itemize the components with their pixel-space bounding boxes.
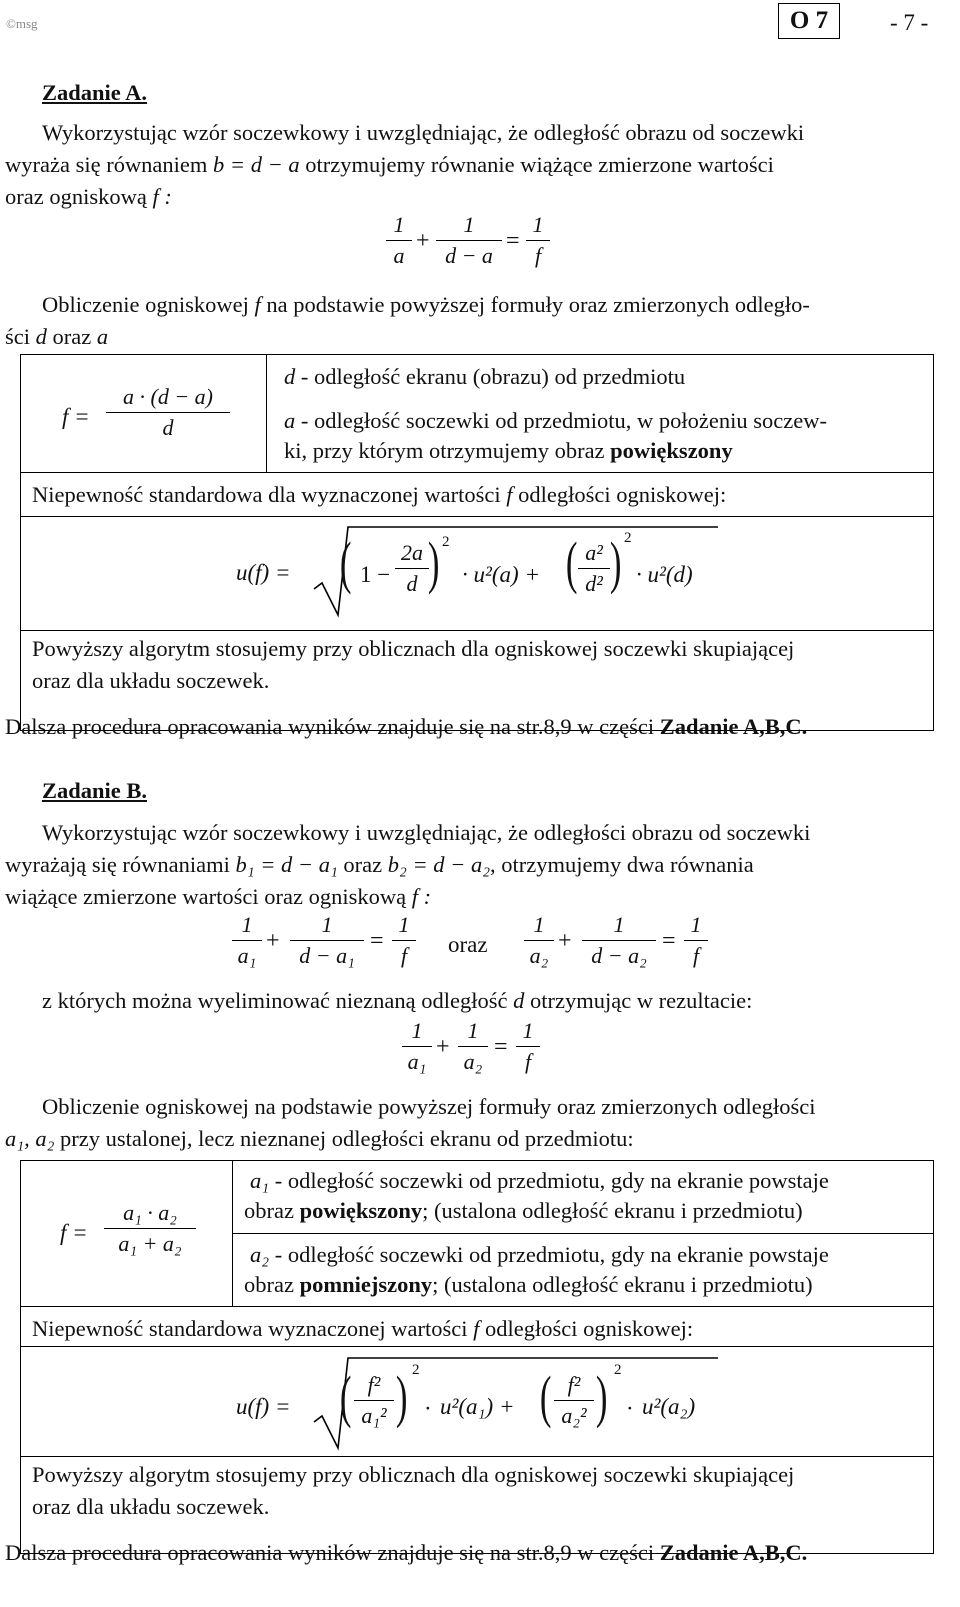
copyright-mark: ©msg [6, 16, 38, 31]
box-b-separator-1 [20, 1306, 934, 1307]
algorithm-note-a-line-2: oraz dla układu soczewek. [32, 668, 270, 693]
box-b-separator-0 [232, 1233, 934, 1234]
page-number: - 7 - [890, 10, 929, 35]
procedure-note-b: Dalsza procedura opracowania wyników znajduje się na str.8,9 w części Zadanie A,B,C. [5, 1540, 808, 1565]
zad-a-calc-line-2: ści d oraz a [5, 324, 109, 349]
uncertainty-label-b: Niepewność standardowa wyznaczonej wartości f odległości ogniskowej: [32, 1316, 694, 1341]
zad-a-intro-line-2: wyraża się równaniem b = d − a otrzymujemy równanie wiążące zmierzone wartości [5, 152, 774, 177]
a-definition-line-1: a - odległość soczewki od przedmiotu, w położeniu soczew- [284, 408, 827, 433]
a2-definition-line-1: a₂ - odległość soczewki od przedmiotu, gdy na ekranie powstaje [250, 1242, 829, 1267]
oraz-connector: oraz [448, 932, 488, 957]
zad-a-intro-line-1: Wykorzystując wzór soczewkowy i uwzględniając, że odległość obrazu od soczewki [42, 120, 805, 145]
a-definition-line-2: ki, przy którym otrzymujemy obraz powiększony [284, 438, 733, 463]
box-a-divider [266, 354, 267, 472]
zad-b-calc-line-2: a₁, a₂ przy ustalonej, lecz nieznanej odległości ekranu od przedmiotu: [5, 1126, 634, 1151]
a2-definition-line-2: obraz pomniejszony; (ustalona odległość ekranu i przedmiotu) [244, 1272, 813, 1297]
box-b-separator-2 [20, 1346, 934, 1347]
zad-a-intro-line-3: oraz ogniskową f : [5, 184, 172, 209]
uncertainty-label-a: Niepewność standardowa dla wyznaczonej wartości f odległości ogniskowej: [32, 482, 727, 507]
algorithm-note-b-line-1: Powyższy algorytm stosujemy przy oblicznach dla ogniskowej soczewki skupiającej [32, 1462, 795, 1487]
zad-b-intro-line-3: wiążące zmierzone wartości oraz ogniskową f : [5, 884, 432, 909]
heading-zadanie-a: Zadanie A. [42, 80, 148, 105]
zad-b-calc-line-1: Obliczenie ogniskowej na podstawie powyższej formuły oraz zmierzonych odległości [42, 1094, 816, 1119]
zad-b-intro-line-1: Wykorzystując wzór soczewkowy i uwzględniając, że odległości obrazu od soczewki [42, 820, 811, 845]
a1-definition-line-2: obraz powiększony; (ustalona odległość ekranu i przedmiotu) [244, 1198, 803, 1223]
heading-zadanie-b: Zadanie B. [42, 778, 148, 803]
procedure-note-a: Dalsza procedura opracowania wyników znajduje się na str.8,9 w części Zadanie A,B,C. [5, 714, 808, 739]
elimination-line: z których można wyeliminować nieznaną odległość d otrzymując w rezultacie: [42, 988, 753, 1013]
box-a-separator-1 [20, 472, 934, 473]
box-a-separator-2 [20, 516, 934, 517]
box-a-separator-3 [20, 630, 934, 631]
d-definition: d - odległość ekranu (obrazu) od przedmiotu [284, 364, 686, 389]
box-b-separator-3 [20, 1456, 934, 1457]
algorithm-note-b-line-2: oraz dla układu soczewek. [32, 1494, 270, 1519]
algorithm-note-a-line-1: Powyższy algorytm stosujemy przy oblicznach dla ogniskowej soczewki skupiającej [32, 636, 795, 661]
zad-b-intro-line-2: wyrażają się równaniami b₁ = d − a₁ oraz b₂ = d − a₂, otrzymujemy dwa równania [5, 852, 754, 877]
zad-a-calc-line-1: Obliczenie ogniskowej f na podstawie powyższej formuły oraz zmierzonych odległo- [42, 292, 810, 317]
a1-definition-line-1: a₁ - odległość soczewki od przedmiotu, gdy na ekranie powstaje [250, 1168, 829, 1193]
document-code-box: O 7 [778, 3, 840, 39]
